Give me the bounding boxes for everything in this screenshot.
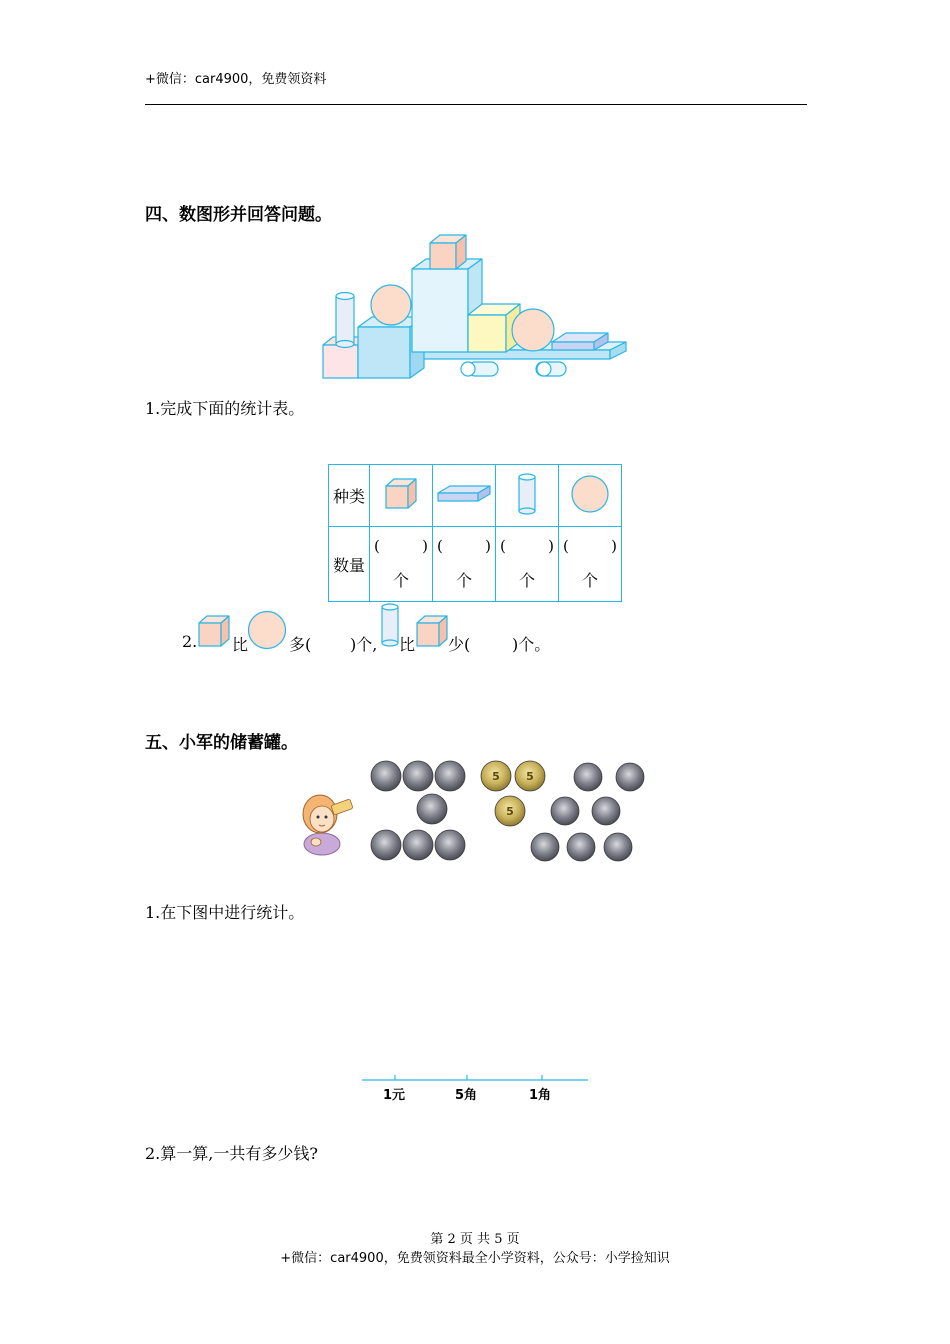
header-divider: [145, 104, 807, 105]
svg-text:5: 5: [506, 805, 514, 818]
q2-more: 多(: [289, 635, 312, 654]
count-cell[interactable]: ( ) 个: [559, 527, 622, 602]
boy-icon: [296, 786, 358, 856]
section-5-question-1: 1.在下图中进行统计。: [145, 903, 305, 922]
count-cell[interactable]: ( ) 个: [433, 527, 496, 602]
sphere-icon: [246, 610, 288, 650]
svg-text:5: 5: [492, 770, 500, 783]
cube-icon: [196, 614, 232, 648]
header-text: +微信：car4900，免费领资料: [145, 72, 327, 87]
cuboid-icon: [433, 465, 496, 527]
cylinder-icon: [496, 465, 559, 527]
page-number: 第 2 页 共 5 页: [430, 1232, 520, 1247]
cube-icon: [370, 465, 433, 527]
count-cell[interactable]: ( ) 个: [496, 527, 559, 602]
row-label-count: 数量: [329, 527, 370, 602]
axis-label-1yuan: 1元: [383, 1088, 406, 1103]
row-label-kind: 种类: [329, 465, 370, 527]
q2-less: 少(: [448, 635, 471, 654]
section-5-question-2: 2.算一算,一共有多少钱?: [145, 1144, 318, 1163]
axis-label-5jiao: 5角: [455, 1088, 478, 1103]
shapes-illustration: [318, 228, 630, 382]
stat-table: [328, 464, 622, 602]
coins-illustration: [368, 758, 650, 868]
section-4-title: 四、数图形并回答问题。: [145, 205, 332, 225]
q2-prefix: 2.: [182, 632, 198, 651]
cylinder-icon: [380, 602, 400, 648]
footer-text: +微信：car4900，免费领资料最全小学资料，公众号：小学捡知识: [280, 1251, 670, 1266]
q2-bi: 比: [232, 635, 249, 654]
sphere-icon: [559, 465, 622, 527]
svg-text:5: 5: [526, 770, 534, 783]
axis-label-1jiao: 1角: [529, 1088, 552, 1103]
q2-close-ge-2: )个。: [512, 635, 551, 654]
section-4-question-1: 1.完成下面的统计表。: [145, 399, 305, 418]
section-5-title: 五、小军的储蓄罐。: [145, 733, 298, 753]
q2-bi-2: 比: [399, 635, 416, 654]
cube-icon: [414, 614, 450, 648]
count-cell[interactable]: ( ) 个: [370, 527, 433, 602]
q2-close-ge: )个,: [350, 635, 378, 654]
